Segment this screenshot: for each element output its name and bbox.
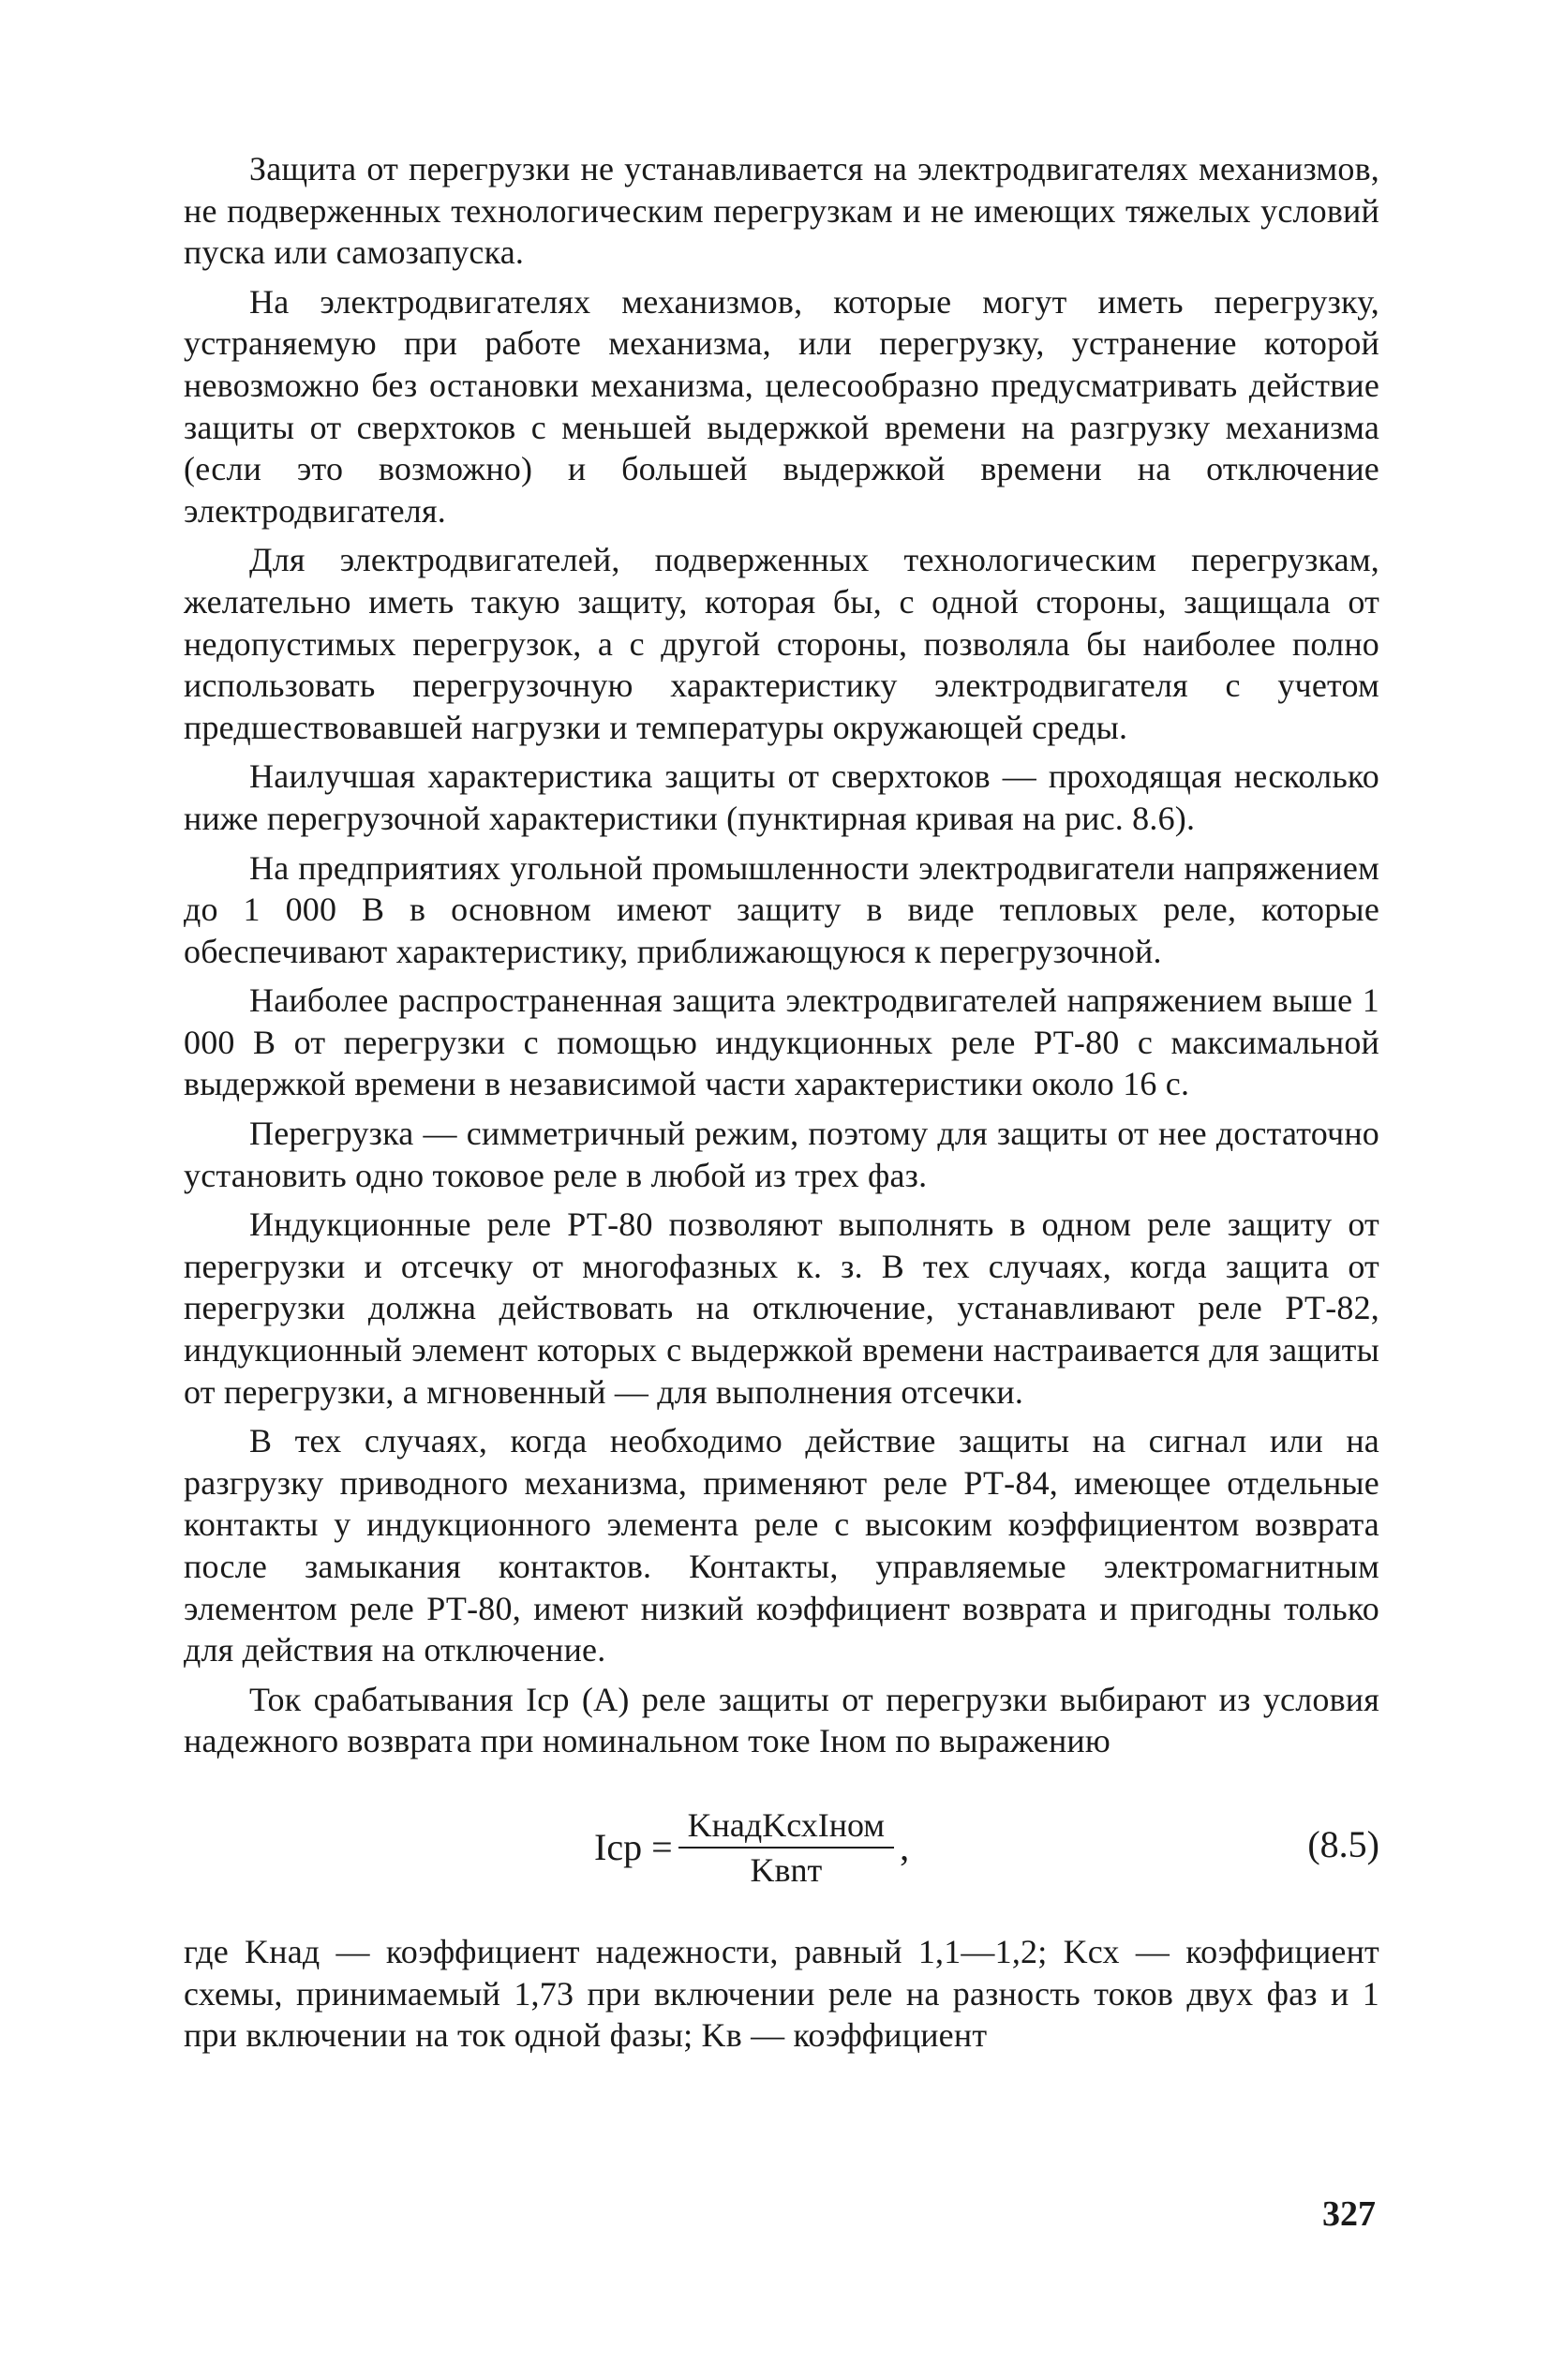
paragraph-6: Наиболее распространенная защита электродвигателей напряжением выше 1 000 В от перегрузки с помощью индукционных реле РТ-80 с максимальной выдержкой времени в независимой части характеристики около 16 с. bbox=[184, 981, 1379, 1103]
paragraph-9: В тех случаях, когда необходимо действие защиты на сигнал или на разгрузку приводного механизма, применяют реле РТ-84, имеющее отдельные контакты у индукционного элемента реле с высоким коэффициентом возврата после замыкания контактов. Контакты, управляемые электромагнитным элементом реле РТ-80, имеют низкий коэффициент возврата и пригодны только для действия на отключение. bbox=[184, 1422, 1379, 1669]
paragraph-3: Для электродвигателей, подверженных технологическим перегрузкам, желательно иметь такую защиту, которая бы, с одной стороны, защищала от недопустимых перегрузок, а с другой стороны, позволяла бы наиболее полно использовать перегрузочную характеристику электродвигателя с учетом предшествовавшей нагрузки и температуры окружающей среды. bbox=[184, 541, 1379, 746]
paragraph-7: Перегрузка — симметричный режим, поэтому для защиты от нее достаточно установить одно токовое реле в любой из трех фаз. bbox=[184, 1115, 1379, 1194]
formula-lhs: Iср = bbox=[594, 1826, 673, 1869]
page-number: 327 bbox=[1322, 2194, 1376, 2234]
paragraph-1: Защита от перегрузки не устанавливается на электродвигателях механизмов, не подверженных технологическим перегрузкам и не имеющих тяжелых условий пуска или самозапуска. bbox=[184, 150, 1379, 272]
formula-expression bbox=[594, 1787, 909, 1908]
paragraph-4: Наилучшая характеристика защиты от сверхтоков — проходящая несколько ниже перегрузочной характеристики (пунктирная кривая на рис. 8.6). bbox=[184, 757, 1379, 837]
paragraph-5: На предприятиях угольной промышленности электродвигатели напряжением до 1 000 В в основном имеют защиту в виде тепловых реле, которые обеспечивают характеристику, приближающуюся к перегрузочной. bbox=[184, 848, 1379, 970]
equation-number: (8.5) bbox=[1307, 1822, 1379, 1865]
closing-paragraph: где Kнад — коэффициент надежности, равный 1,1—1,2; Kсх — коэффициент схемы, принимаемый 1,73 при включении реле на разность токов двух фаз и 1 при включении на ток одной фазы; Kв — коэффициент bbox=[184, 1932, 1379, 2055]
formula-8-5 bbox=[184, 1787, 1379, 1908]
formula-fraction bbox=[678, 1804, 894, 1892]
paragraph-2: На электродвигателях механизмов, которые могут иметь перегрузку, устраняемую при работе механизма, или перегрузку, устранение которой невозможно без остановки механизма, целесообразно предусматривать действие защиты от сверхтоков с меньшей выдержкой времени на разгрузку механизма (если это возможно) и большей выдержкой времени на отключение электродвигателя. bbox=[184, 282, 1379, 530]
formula-comma: , bbox=[900, 1826, 910, 1869]
formula-numerator: KнадKсхIном bbox=[678, 1804, 894, 1849]
paragraph-10: Ток срабатывания Iср (А) реле защиты от перегрузки выбирают из условия надежного возврата при номинальном токе Iном по выражению bbox=[184, 1680, 1379, 1760]
formula-denominator: Kвnт bbox=[750, 1850, 823, 1889]
paragraph-8: Индукционные реле РТ-80 позволяют выполнять в одном реле защиту от перегрузки и отсечку от многофазных к. з. В тех случаях, когда защита от перегрузки должна действовать на отключение, устанавливают реле РТ-82, индукционный элемент которых с выдержкой времени настраивается для защиты от перегрузки, а мгновенный — для выполнения отсечки. bbox=[184, 1205, 1379, 1411]
page-body bbox=[184, 148, 1379, 2064]
